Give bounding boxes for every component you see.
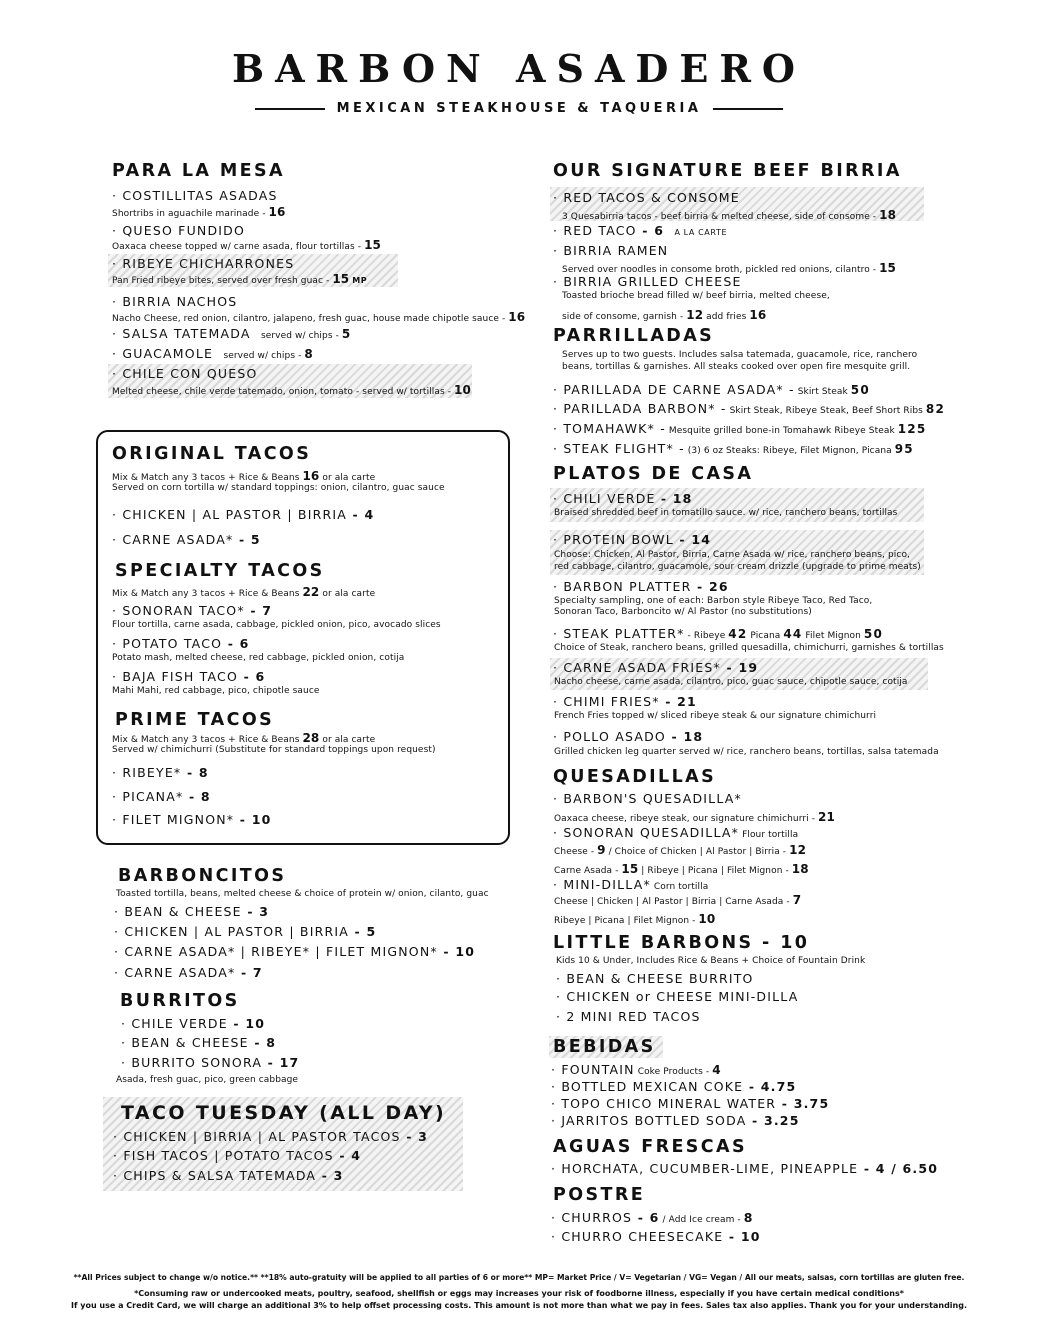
item-name: · POTATO TACO bbox=[112, 636, 223, 651]
item-desc: Flour tortilla, carne asada, cabbage, pickled onion, pico, avocado slices bbox=[112, 620, 441, 630]
item-price: 28 bbox=[302, 731, 320, 745]
item-tomahawk bbox=[553, 421, 926, 436]
item-desc: red cabbage, cilantro, guacamole, sour cream drizzle (upgrade to prime meats) bbox=[554, 562, 921, 572]
item-price: 5 bbox=[341, 327, 352, 341]
item-desc bbox=[562, 208, 896, 222]
item-price: - 3 bbox=[400, 1129, 429, 1144]
item-price: - 3 bbox=[241, 904, 270, 919]
item-price: - 10 bbox=[234, 812, 272, 827]
section-desc: Serves up to two guests. Includes salsa tatemada, guacamole, rice, ranchero bbox=[562, 350, 918, 360]
desc-text: or ala carte bbox=[319, 735, 376, 745]
item-name: · CHIPS & SALSA TATEMADA bbox=[113, 1168, 317, 1183]
section-desc: beans, tortillas & garnishes. All steaks cooked over open fire mesquite grill. bbox=[562, 362, 911, 372]
item-price: - 19 bbox=[720, 660, 759, 675]
item-desc bbox=[554, 843, 806, 857]
item-price: 16 bbox=[749, 308, 767, 322]
desc-text: Mix & Match any 3 tacos + Rice & Beans bbox=[112, 589, 303, 599]
desc-text: Filet Mignon bbox=[802, 631, 864, 641]
item-price: 15 bbox=[332, 272, 350, 286]
item-price: 82 bbox=[925, 402, 945, 416]
item-desc: French Fries topped w/ sliced ribeye steak & our signature chimichurri bbox=[554, 711, 877, 721]
item-price: 95 bbox=[894, 442, 914, 456]
tagline-text: MEXICAN STEAKHOUSE & TAQUERIA bbox=[336, 101, 702, 116]
item-barbons-quesadilla: · BARBON'S QUESADILLA* bbox=[553, 791, 742, 806]
desc-text: Oaxaca cheese topped w/ carne asada, flour tortillas - bbox=[112, 242, 365, 252]
section-desc bbox=[112, 731, 375, 745]
desc-text: Picana bbox=[747, 631, 784, 641]
item-name: · CARNE ASADA* bbox=[112, 532, 234, 547]
tagline bbox=[0, 101, 1038, 116]
item-desc: Asada, fresh guac, pico, green cabbage bbox=[116, 1075, 299, 1085]
item-price: - 26 bbox=[691, 579, 729, 594]
item-barboncito-prime bbox=[114, 944, 475, 959]
item-price: - 14 bbox=[673, 532, 712, 547]
item-mini-dilla bbox=[553, 877, 708, 892]
item-price: 21 bbox=[818, 810, 835, 824]
item-desc: Mahi Mahi, red cabbage, pico, chipotle sauce bbox=[112, 686, 320, 696]
desc-text: served w/ chips - bbox=[260, 331, 342, 341]
divider-left bbox=[255, 108, 325, 110]
item-price: - 3.25 bbox=[746, 1113, 800, 1128]
item-price: 12 bbox=[686, 308, 704, 322]
item-desc: Potato mash, melted cheese, red cabbage, pickled onion, cotija bbox=[112, 653, 405, 663]
item-pollo-asado bbox=[553, 729, 703, 744]
item-chimi-fries bbox=[553, 694, 697, 709]
item-birria-grilled-cheese: · BIRRIA GRILLED CHEESE bbox=[553, 274, 742, 289]
item-desc: Braised shredded beef in tomatillo sauce. w/ rice, ranchero beans, tortillas bbox=[554, 508, 898, 518]
ala-carte-note: A LA CARTE bbox=[674, 228, 728, 237]
item-kids-burrito: · BEAN & CHEESE BURRITO bbox=[556, 971, 754, 986]
item-parrillada-carne bbox=[553, 382, 870, 397]
desc-text: side of consome, garnish - bbox=[562, 312, 687, 322]
item-birria-nachos: · BIRRIA NACHOS bbox=[112, 294, 238, 309]
item-desc bbox=[562, 261, 896, 275]
item-price: 15 bbox=[621, 862, 639, 876]
section-desc: Kids 10 & Under, Includes Rice & Beans + Choice of Fountain Drink bbox=[556, 956, 866, 966]
item-desc bbox=[112, 272, 367, 286]
desc-text: Skirt Steak bbox=[794, 387, 851, 397]
item-desc: Toasted brioche bread filled w/ beef birria, melted cheese, bbox=[562, 291, 830, 301]
item-burrito-sonora bbox=[121, 1055, 299, 1070]
desc-text: / Add Ice cream - bbox=[659, 1215, 744, 1225]
item-price: - 4 / 6.50 bbox=[858, 1161, 939, 1176]
section-title-little-barbons: LITTLE BARBONS - 10 bbox=[553, 933, 810, 953]
item-name: · HORCHATA, CUCUMBER-LIME, PINEAPPLE bbox=[551, 1161, 859, 1176]
desc-text: or ala carte bbox=[319, 589, 376, 599]
item-carne-asada-fries bbox=[553, 660, 758, 675]
section-title-specialty-tacos: SPECIALTY TACOS bbox=[115, 561, 325, 581]
item-price: - 6 bbox=[632, 1210, 660, 1225]
item-name: · FISH TACOS | POTATO TACOS bbox=[113, 1148, 334, 1163]
item-price: - 10 bbox=[227, 1016, 266, 1031]
section-desc bbox=[112, 585, 375, 599]
item-baja-fish-taco bbox=[112, 669, 265, 684]
desc-text: add fries bbox=[703, 312, 750, 322]
desc-text: Served over noodles in consome broth, pickled red onions, cilantro - bbox=[562, 265, 880, 275]
section-desc: Toasted tortilla, beans, melted cheese & choice of protein w/ onion, cilanto, guac bbox=[116, 889, 489, 899]
item-name: · SONORAN TACO* bbox=[112, 603, 245, 618]
brand-title: BARBON ASADERO bbox=[231, 46, 807, 91]
item-price: 15 bbox=[364, 238, 381, 252]
item-salsa-tatemada bbox=[112, 326, 351, 341]
item-name: · PARILLADA DE CARNE ASADA* - bbox=[553, 382, 795, 397]
item-name: · BEAN & CHEESE bbox=[121, 1035, 249, 1050]
item-prime-ribeye bbox=[112, 765, 209, 780]
section-title-para-la-mesa: PARA LA MESA bbox=[112, 161, 285, 181]
item-name: · SALSA TATEMADA bbox=[112, 326, 251, 341]
item-name: · POLLO ASADO bbox=[553, 729, 666, 744]
item-price: 44 bbox=[783, 627, 803, 641]
desc-text: Oaxaca cheese, ribeye steak, our signature chimichurri - bbox=[554, 814, 819, 824]
desc-text: Ribeye | Picana | Filet Mignon - bbox=[554, 916, 699, 926]
item-parrillada-barbon bbox=[553, 401, 945, 416]
section-desc bbox=[112, 469, 375, 483]
item-price: - 7 bbox=[244, 603, 273, 618]
section-title-original-tacos: ORIGINAL TACOS bbox=[112, 444, 312, 464]
item-name: · RIBEYE* bbox=[112, 765, 182, 780]
section-title-burritos: BURRITOS bbox=[120, 991, 240, 1011]
item-desc bbox=[112, 310, 525, 324]
item-mexican-coke bbox=[551, 1079, 796, 1094]
item-name: · TOPO CHICO MINERAL WATER bbox=[551, 1096, 777, 1111]
item-name: · RED TACO bbox=[553, 223, 637, 238]
item-name: · GUACAMOLE bbox=[112, 346, 214, 361]
item-price: - 5 bbox=[233, 532, 261, 547]
item-name: · CHILI VERDE bbox=[553, 491, 656, 506]
item-name: · MINI-DILLA* bbox=[553, 877, 651, 892]
item-prime-filet bbox=[112, 812, 272, 827]
item-name: · CHICKEN | AL PASTOR | BIRRIA bbox=[112, 507, 347, 522]
footer-health-note: *Consuming raw or undercooked meats, poultry, seafood, shellfish or eggs may increases your risk of foodborne illness, especially if you have certain medical conditions* bbox=[134, 1289, 904, 1298]
item-price: - 8 bbox=[183, 789, 211, 804]
item-price: 16 bbox=[302, 469, 320, 483]
item-name: · BARBON PLATTER bbox=[553, 579, 692, 594]
desc-text: Cheese | Chicken | Al Pastor | Birria | Carne Asada - bbox=[554, 897, 793, 907]
desc-text: Corn tortilla bbox=[650, 882, 709, 892]
item-price: - 3 bbox=[316, 1168, 344, 1183]
footer-card-note: If you use a Credit Card, we will charge an additional 3% to help offset processing costs. This amount is not more than what we pay in fees. Sales tax also applies. Thank you for your understanding. bbox=[70, 1301, 967, 1310]
item-aguas bbox=[551, 1161, 938, 1176]
item-name: · BAJA FISH TACO bbox=[112, 669, 239, 684]
item-birria-ramen: · BIRRIA RAMEN bbox=[553, 243, 669, 258]
item-jarritos bbox=[551, 1113, 800, 1128]
item-price: 12 bbox=[789, 843, 807, 857]
desc-text: Mesquite grilled bone-in Tomahawk Ribeye Steak bbox=[665, 426, 898, 436]
item-steak-flight bbox=[553, 441, 914, 456]
desc-text: served w/ chips - bbox=[223, 351, 305, 361]
item-price: 125 bbox=[897, 422, 927, 436]
section-title-barboncitos: BARBONCITOS bbox=[118, 866, 287, 886]
desc-text: / Choice of Chicken | Al Pastor | Birria - bbox=[605, 847, 790, 857]
item-price: 16 bbox=[268, 205, 286, 219]
item-name: · STEAK PLATTER* bbox=[553, 626, 685, 641]
item-burrito-bean bbox=[121, 1035, 276, 1050]
item-fountain bbox=[551, 1062, 722, 1077]
desc-text: Flour tortilla bbox=[739, 830, 799, 840]
item-desc bbox=[112, 205, 285, 219]
item-desc bbox=[554, 893, 801, 907]
item-chili-verde bbox=[553, 491, 693, 506]
item-name: · CARNE ASADA* bbox=[114, 965, 236, 980]
item-price: - 4.75 bbox=[743, 1079, 797, 1094]
item-price: - 5 bbox=[349, 924, 377, 939]
item-topo-chico bbox=[551, 1096, 829, 1111]
item-price: 18 bbox=[791, 862, 809, 876]
item-price: - 6 bbox=[238, 669, 266, 684]
item-churros bbox=[551, 1210, 754, 1225]
item-costillitas: · COSTILLITAS ASADAS bbox=[112, 188, 278, 203]
section-desc: Served on corn tortilla w/ standard toppings: onion, cilantro, guac sauce bbox=[112, 483, 445, 493]
item-name: · TOMAHAWK* - bbox=[553, 421, 666, 436]
item-queso-fundido: · QUESO FUNDIDO bbox=[112, 223, 246, 238]
item-price: - 10 bbox=[437, 944, 476, 959]
item-name: · BOTTLED MEXICAN COKE bbox=[551, 1079, 744, 1094]
item-barboncito-chicken bbox=[114, 924, 376, 939]
desc-text: Carne Asada - bbox=[554, 866, 622, 876]
item-price: 8 bbox=[743, 1210, 754, 1225]
desc-text: | Ribeye | Picana | Filet Mignon - bbox=[638, 866, 792, 876]
section-title-bebidas: BEBIDAS bbox=[553, 1037, 656, 1057]
item-burrito-chile bbox=[121, 1016, 265, 1031]
item-guacamole bbox=[112, 346, 314, 361]
item-barboncito-carne bbox=[114, 965, 263, 980]
item-price: - 10 bbox=[723, 1229, 761, 1244]
item-price: - 6 bbox=[222, 636, 250, 651]
item-name: · CHICKEN | BIRRIA | AL PASTOR TACOS bbox=[113, 1129, 401, 1144]
item-name: · FOUNTAIN bbox=[551, 1062, 635, 1077]
item-desc bbox=[112, 383, 471, 397]
item-desc bbox=[112, 238, 381, 252]
desc-text: Cheese - bbox=[554, 847, 598, 857]
desc-text: Skirt Steak, Ribeye Steak, Beef Short Ribs bbox=[726, 406, 926, 416]
item-red-tacos-consome: · RED TACOS & CONSOME bbox=[553, 190, 740, 205]
item-desc bbox=[554, 912, 715, 926]
item-name: · CHURROS bbox=[551, 1210, 633, 1225]
market-price-tag: MP bbox=[352, 276, 368, 285]
footer-pricing-note: **All Prices subject to change w/o notice.** **18% auto-gratuity will be applied to all parties of 6 or more** MP= Market Price / V= Vegetarian / VG= Vegan / All our meats, salsas, corn tortillas are gluten free. bbox=[73, 1273, 965, 1282]
item-tuesday-fish bbox=[113, 1148, 361, 1163]
desc-text: Pan Fried ribeye bites, served over fresh guac - bbox=[112, 276, 333, 286]
item-price: - 3.75 bbox=[776, 1096, 830, 1111]
item-desc: Sonoran Taco, Barboncito w/ Al Pastor (no substitutions) bbox=[554, 607, 812, 617]
item-desc: Grilled chicken leg quarter served w/ rice, ranchero beans, tortillas, salsa tatemada bbox=[554, 747, 939, 757]
item-name: · SONORAN QUESADILLA* bbox=[553, 825, 740, 840]
item-red-taco bbox=[553, 223, 727, 238]
item-price: - 18 bbox=[660, 491, 693, 506]
item-desc bbox=[562, 308, 766, 322]
item-price: - 21 bbox=[659, 694, 697, 709]
section-desc: Served w/ chimichurri (Substitute for standard toppings upon request) bbox=[112, 745, 436, 755]
desc-text: Coke Products - bbox=[634, 1067, 713, 1077]
item-name: · CHIMI FRIES* bbox=[553, 694, 660, 709]
item-price: 50 bbox=[850, 383, 870, 397]
section-title-parrilladas: PARRILLADAS bbox=[553, 326, 715, 346]
section-title-quesadillas: QUESADILLAS bbox=[553, 767, 717, 787]
item-name: · JARRITOS BOTTLED SODA bbox=[551, 1113, 747, 1128]
item-price: 22 bbox=[302, 585, 320, 599]
item-name: · CHURRO CHEESECAKE bbox=[551, 1229, 724, 1244]
item-price: - 4 bbox=[333, 1148, 362, 1163]
item-desc bbox=[554, 810, 835, 824]
desc-text: Shortribs in aguachile marinade - bbox=[112, 209, 269, 219]
item-name: · CARNE ASADA* | RIBEYE* | FILET MIGNON* bbox=[114, 944, 438, 959]
item-price: 50 bbox=[863, 627, 884, 641]
item-name: · CHILE VERDE bbox=[121, 1016, 228, 1031]
item-desc bbox=[554, 862, 809, 876]
item-name: · STEAK FLIGHT* - bbox=[553, 441, 685, 456]
item-name: · FILET MIGNON* bbox=[112, 812, 235, 827]
item-original-carne-asada bbox=[112, 532, 261, 547]
desc-text: - Ribeye bbox=[684, 631, 729, 641]
item-price: 7 bbox=[792, 893, 802, 907]
section-title-postre: POSTRE bbox=[553, 1185, 646, 1205]
item-churro-cheesecake bbox=[551, 1229, 761, 1244]
item-name: · PARILLADA BARBON* - bbox=[553, 401, 727, 416]
item-potato-taco bbox=[112, 636, 250, 651]
item-ribeye-chicharrones: · RIBEYE CHICHARRONES bbox=[112, 256, 295, 271]
item-protein-bowl bbox=[553, 532, 711, 547]
item-price: - 7 bbox=[235, 965, 263, 980]
item-price: - 8 bbox=[248, 1035, 277, 1050]
item-sonoran-taco bbox=[112, 603, 272, 618]
desc-text: or ala carte bbox=[319, 473, 376, 483]
item-barboncito-bean bbox=[114, 904, 269, 919]
item-name: · BEAN & CHEESE bbox=[114, 904, 242, 919]
item-prime-picana bbox=[112, 789, 211, 804]
desc-text: Nacho Cheese, red onion, cilantro, jalapeno, fresh guac, house made chipotle sauce - bbox=[112, 314, 509, 324]
item-price: - 8 bbox=[181, 765, 209, 780]
item-tuesday-tacos bbox=[113, 1129, 428, 1144]
item-kids-red-tacos: · 2 MINI RED TACOS bbox=[556, 1009, 701, 1024]
desc-text: (3) 6 oz Steaks: Ribeye, Filet Mignon, Picana bbox=[684, 446, 895, 456]
desc-text: Melted cheese, chile verde tatemado, onion, tomato - served w/ tortillas - bbox=[112, 387, 455, 397]
section-title-aguas-frescas: AGUAS FRESCAS bbox=[553, 1137, 747, 1157]
item-price: 42 bbox=[728, 627, 748, 641]
section-title-birria: OUR SIGNATURE BEEF BIRRIA bbox=[553, 161, 902, 181]
item-barbon-platter bbox=[553, 579, 729, 594]
section-title-platos: PLATOS DE CASA bbox=[553, 464, 754, 484]
item-name: · CHICKEN | AL PASTOR | BIRRIA bbox=[114, 924, 349, 939]
desc-text: Mix & Match any 3 tacos + Rice & Beans bbox=[112, 473, 303, 483]
item-steak-platter bbox=[553, 626, 883, 641]
item-original-chicken bbox=[112, 507, 374, 522]
item-name: · PICANA* bbox=[112, 789, 184, 804]
item-price: - 17 bbox=[262, 1055, 300, 1070]
section-title-taco-tuesday: TACO TUESDAY (ALL DAY) bbox=[121, 1102, 447, 1124]
item-price: 10 bbox=[454, 383, 471, 397]
item-desc: Choose: Chicken, Al Pastor, Birria, Carne Asada w/ rice, ranchero beans, pico, bbox=[554, 550, 911, 560]
item-name: · BURRITO SONORA bbox=[121, 1055, 263, 1070]
item-desc: Specialty sampling, one of each: Barbon style Ribeye Taco, Red Taco, bbox=[554, 596, 873, 606]
item-chile-con-queso: · CHILE CON QUESO bbox=[112, 366, 258, 381]
item-desc: Nacho cheese, carne asada, cilantro, pico, guac sauce, chipotle sauce, cotija bbox=[554, 677, 908, 687]
item-price: 18 bbox=[879, 208, 897, 222]
item-desc: Choice of Steak, ranchero beans, grilled quesadilla, chimichurri, garnishes & tortillas bbox=[554, 643, 944, 653]
item-name: · PROTEIN BOWL bbox=[553, 532, 674, 547]
desc-text: 3 Quesabirria tacos - beef birria & melted cheese, side of consome - bbox=[562, 212, 880, 222]
desc-text: Mix & Match any 3 tacos + Rice & Beans bbox=[112, 735, 303, 745]
item-price: 8 bbox=[304, 347, 314, 361]
item-sonoran-quesadilla bbox=[553, 825, 798, 840]
item-tuesday-chips bbox=[113, 1168, 344, 1183]
section-title-prime-tacos: PRIME TACOS bbox=[115, 710, 275, 730]
item-price: 16 bbox=[508, 310, 526, 324]
item-price: 10 bbox=[698, 912, 716, 926]
item-name: · CARNE ASADA FRIES* bbox=[553, 660, 721, 675]
item-price: 9 bbox=[597, 843, 606, 857]
item-price: - 18 bbox=[665, 729, 704, 744]
divider-right bbox=[713, 108, 783, 110]
item-price: 15 bbox=[879, 261, 897, 275]
item-price: - 6 bbox=[636, 223, 665, 238]
item-kids-minidilla: · CHICKEN or CHEESE MINI-DILLA bbox=[556, 989, 799, 1004]
item-price: 4 bbox=[712, 1063, 722, 1077]
item-price: - 4 bbox=[347, 507, 375, 522]
